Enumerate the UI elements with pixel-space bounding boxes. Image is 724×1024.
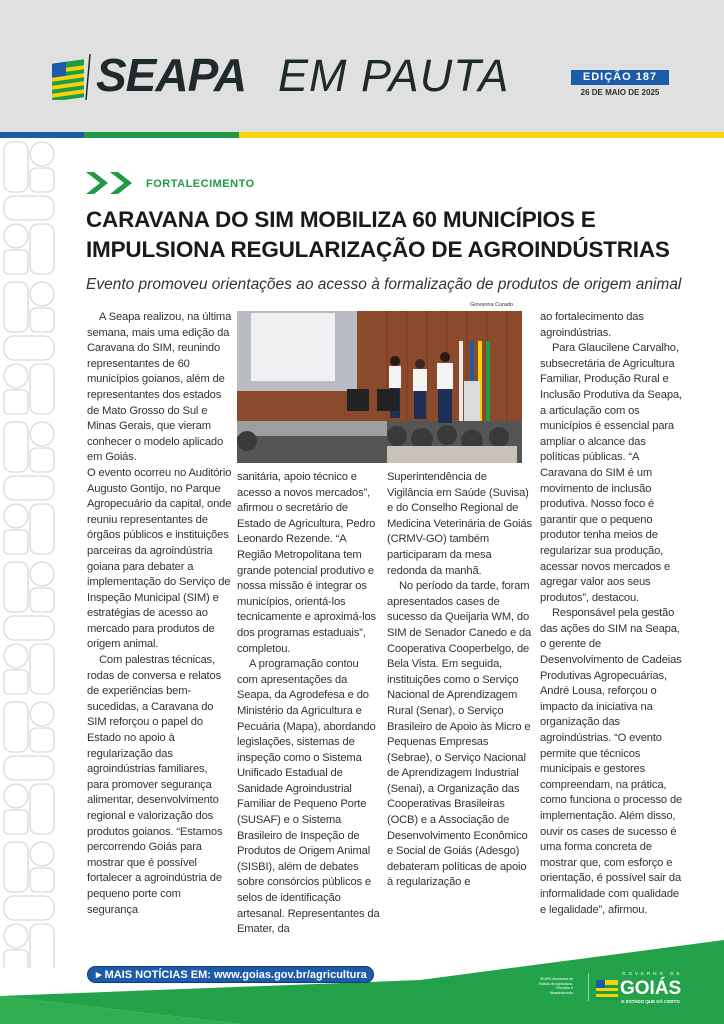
article-kicker: FORTALECIMENTO	[146, 178, 255, 190]
paragraph: A programação contou com apresentações da Seapa, da Agrodefesa e do Ministério da Agricultura e Pecuária (Mapa), abordando legislações, sistemas de inspeção como o Sistema Unificado Estadual de Sanidade Agroindustrial Familiar de Pequeno Porte (SUSAF) e o Sistema Brasileiro de Inspeção de Produtos de Origem Animal (SISBI), além de debates sobre consórcios públicos e selos de identificação artesanal. Representantes da Emater, da	[237, 658, 380, 936]
edition-date: 26 DE MAIO DE 2025	[580, 88, 660, 97]
article-column-2	[237, 470, 382, 938]
event-photo	[237, 311, 522, 463]
photo-credit: Giovanna Curado	[470, 302, 514, 308]
stripe-yellow	[239, 132, 724, 138]
paragraph: Superintendência de Vigilância em Saúde (Suvisa) e do Conselho Regional de Medicina Veterinária de Goiás (CRMV-GO) também participaram da mesa redonda da manhã.	[387, 471, 532, 577]
goias-flag-icon	[596, 978, 620, 1002]
article-column-1	[87, 310, 232, 918]
paragraph: No período da tarde, foram apresentados cases de sucesso da Queijaria WM, do SIM de Senador Canedo e da Cooperativa Cooperbelgo, de Bela Vista. Em seguida, instituições como o Serviço Nacional de Aprendizagem Rural (Senar), o Serviço Brasileiro de Apoio às Micro e Pequenas Empresas (Sebrae), o Serviço Nacional de Aprendizagem Industrial (Senai), a Organização das Cooperativas Brasileiras (OCB) e a Associação de Desenvolvimento Econômico e Social de Goiás (Adesgo) debateram políticas de apoio à regularização e	[387, 580, 532, 889]
paragraph: Responsável pela gestão das ações do SIM na Seapa, o gerente de Desenvolvimento de Cadeias Produtivas Agropecuárias, André Lousa, reforçou o impacto da iniciativa na organização das agroindústrias. “O evento permite que técnicos municipais e gestores compreendam, na prática, como funciona o processo de implementação. Além disso, ouvir os cases de sucesso é uma forma concreta de mostrar que, com esforço e orientação, é possível sair da informalidade com qualidade e legalidade”, afirmou.	[540, 607, 683, 916]
footer-divider	[588, 973, 589, 1001]
article-subhead: Evento promoveu orientações ao acesso à formalização de produtos de origem animal	[86, 276, 682, 293]
paragraph: Para Glaucilene Carvalho, subsecretária de Agricultura Familiar, Produção Rural e Inclusão Produtiva da Seapa, a articulação com os municípios é essencial para ampliar o alcance das políticas públicas. “A Caravana do SIM é um movimento de inclusão produtiva. Nosso foco é garantir que o pequeno produtor tenha meios de regularizar sua produção, acessar novos mercados e agregar valor aos seus produtos”, destacou.	[540, 342, 682, 604]
masthead-title-bold: SEAPA	[96, 49, 247, 101]
stripe-green	[84, 132, 239, 138]
decorative-pattern	[0, 138, 60, 968]
paragraph: A Seapa realizou, na última semana, mais uma edição da Caravana do SIM, reunindo representantes de 60 municípios goianos, além de representantes dos estados de Mato Grosso do Sul e Minas Gerais, que vieram conhecer o modelo aplicado em Goiás.	[87, 311, 232, 464]
paragraph: Com palestras técnicas, rodas de conversa e relatos de experiências bem-sucedidas, a Caravana do SIM reforçou o papel do Estado no apoio à regularização das agroindústrias familiares, para promover segurança alimentar, desenvolvimento regional e valorização dos produtos goianos. “Estamos percorrendo Goiás para mostrar que é possível fortalecer a agroindústria de pequeno porte com segurança	[87, 654, 223, 916]
article-column-3	[387, 470, 532, 891]
seapa-footer-logo: SEAPA Secretaria de Estado de Agricultura, Pecuária e Abastecimento	[538, 977, 573, 995]
edition-badge: EDIÇÃO 187	[571, 70, 669, 85]
goias-flag-icon	[50, 54, 92, 100]
paragraph: O evento ocorreu no Auditório Augusto Gontijo, no Parque Agropecuário da capital, onde reuniu representantes de órgãos públicos e instituições parceiras da agroindústria goiana para debater a implementação do Serviço de Inspeção Municipal (SIM) e estratégias de acesso ao mercado para produtos de origem animal.	[87, 466, 232, 651]
goias-logo-word: GOIÁS	[620, 978, 682, 999]
masthead-title-light: EM PAUTA	[278, 50, 510, 101]
government-label: GOVERNO DE	[622, 971, 683, 976]
more-news-link[interactable]: ▸ MAIS NOTÍCIAS EM: www.goias.gov.br/agricultura	[87, 966, 374, 983]
goias-tagline: O ESTADO QUE DÁ CERTO	[621, 999, 680, 1004]
double-chevron-icon	[86, 170, 138, 196]
article-column-4	[540, 310, 685, 918]
article-headline: CARAVANA DO SIM MOBILIZA 60 MUNICÍPIOS E IMPULSIONA REGULARIZAÇÃO DE AGROINDÚSTRIAS	[86, 207, 670, 262]
paragraph: sanitária, apoio técnico e acesso a novos mercados”, afirmou o secretário de Estado de Agricultura, Pedro Leonardo Rezende. “A Região Metropolitana tem grande potencial produtivo e nossa missão é integrar os municípios, orientá-los tecnicamente e aproximá-los dos programas estaduais”, completou.	[237, 471, 376, 655]
paragraph: ao fortalecimento das agroindústrias.	[540, 311, 644, 339]
